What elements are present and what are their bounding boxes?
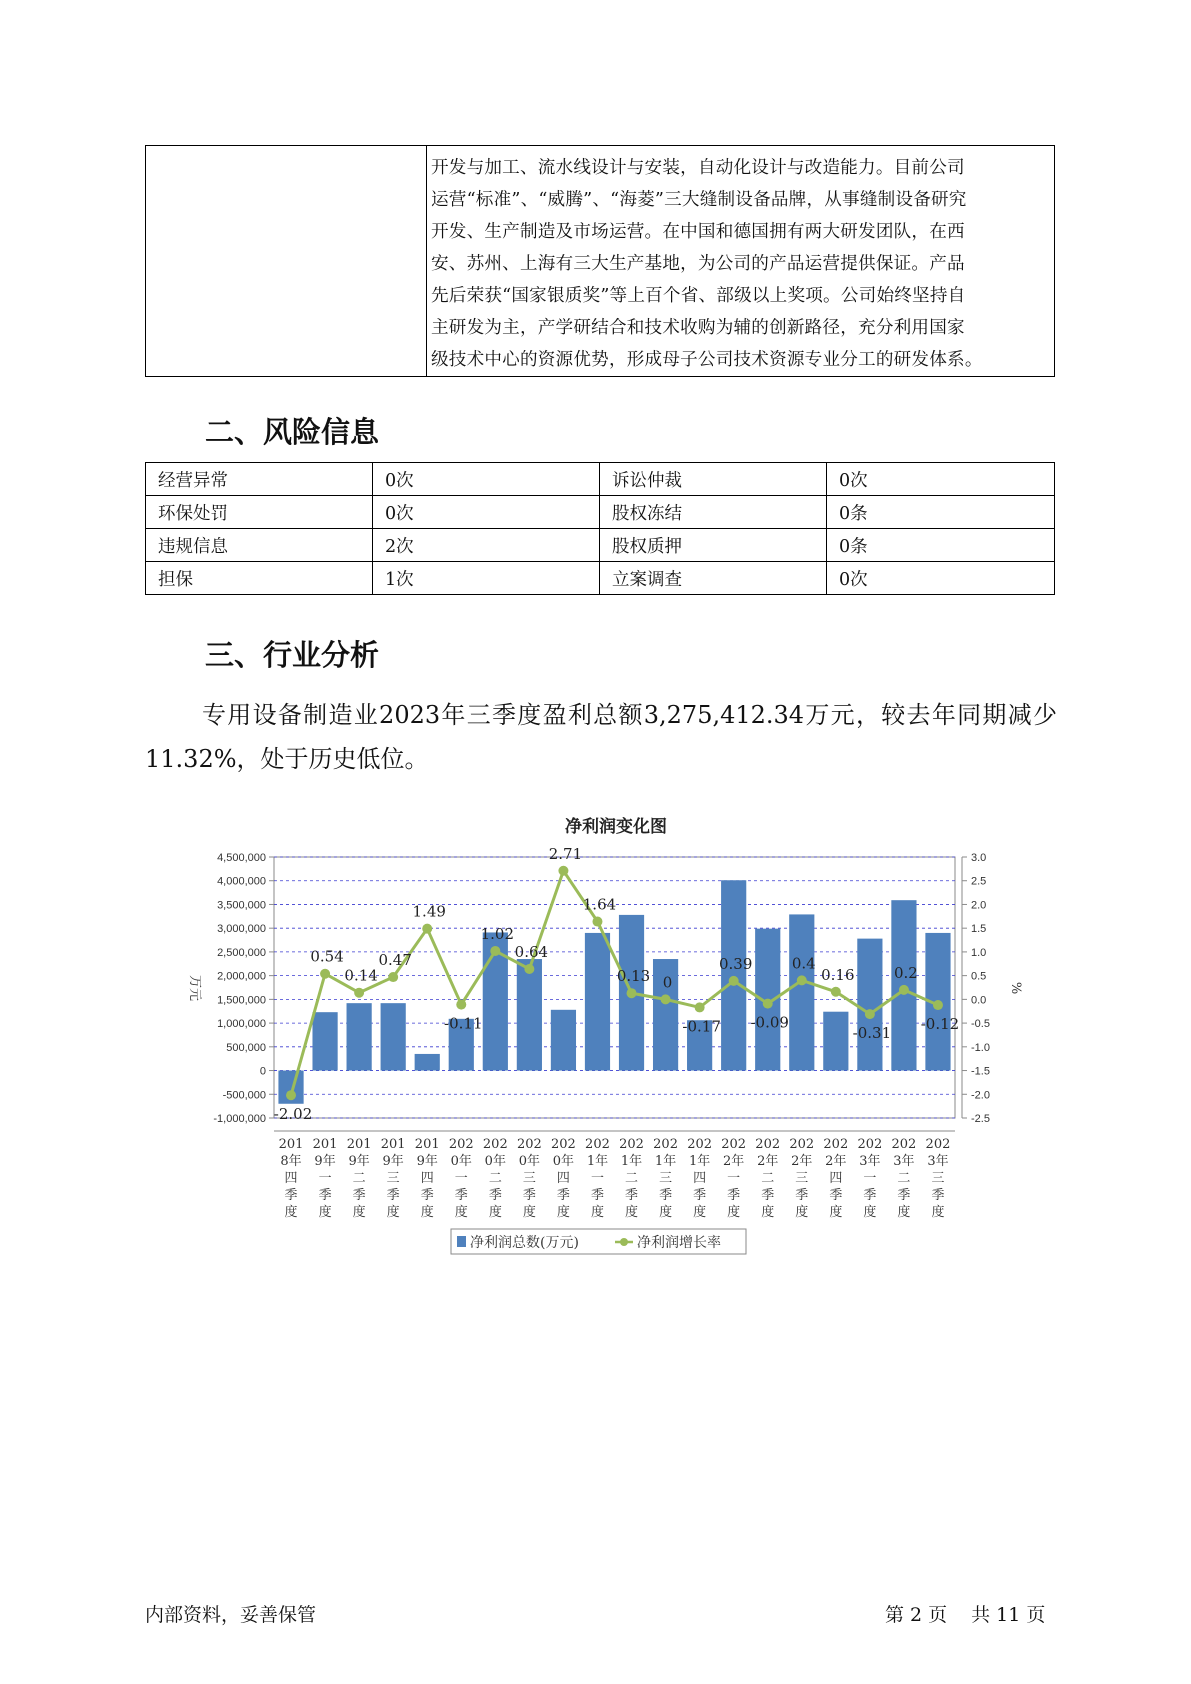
y2-axis-label: %	[1008, 981, 1023, 995]
risk-label: 股权质押	[600, 529, 827, 562]
bar	[312, 1012, 337, 1070]
legend-swatch-point	[620, 1238, 628, 1246]
x-tick-label: 度	[488, 1205, 502, 1220]
x-tick-label: 季	[693, 1188, 707, 1203]
bar	[789, 914, 814, 1070]
data-label: -0.17	[682, 1017, 721, 1036]
total-pages: 11	[996, 1604, 1021, 1626]
risk-label: 经营异常	[146, 463, 373, 496]
x-tick-label: 202	[687, 1137, 713, 1152]
page-prefix: 第	[885, 1604, 905, 1626]
x-tick-label: 3年	[859, 1154, 881, 1169]
data-label: 1.49	[412, 902, 446, 921]
x-tick-label: 202	[448, 1137, 474, 1152]
growth-rate-point	[899, 985, 909, 995]
x-tick-label: 度	[795, 1205, 809, 1220]
risk-value: 0次	[827, 463, 1055, 496]
y-tick-label: 1,500,000	[217, 994, 266, 1007]
growth-rate-point	[524, 964, 534, 974]
x-tick-label: 201	[278, 1137, 304, 1152]
intro-line: 开发、生产制造及市场运营。在中国和德国拥有两大研发团队，在西	[431, 222, 965, 242]
x-tick-label: 度	[863, 1205, 877, 1220]
legend-label: 净利润总数(万元)	[470, 1235, 579, 1251]
x-tick-label: 季	[386, 1188, 400, 1203]
x-tick-label: 度	[454, 1205, 468, 1220]
x-tick-label: 一	[863, 1171, 877, 1186]
growth-rate-point	[865, 1009, 875, 1019]
risk-value: 0次	[827, 562, 1055, 595]
growth-rate-point	[490, 946, 500, 956]
risk-value: 0条	[827, 529, 1055, 562]
y-tick-label: 4,000,000	[217, 875, 266, 888]
intro-line: 开发与加工、流水线设计与安装，自动化设计与改造能力。目前公司	[431, 158, 965, 178]
footer-page-info	[885, 1600, 1051, 1627]
risk-value: 0次	[373, 463, 600, 496]
x-tick-label: 二	[352, 1171, 366, 1186]
bar	[823, 1012, 848, 1071]
risk-label: 立案调查	[600, 562, 827, 595]
growth-rate-point	[422, 924, 432, 934]
x-tick-label: 一	[318, 1171, 332, 1186]
growth-rate-point	[729, 976, 739, 986]
x-tick-label: 度	[897, 1205, 911, 1220]
data-label: -2.02	[273, 1105, 313, 1124]
page-unit: 页	[928, 1604, 948, 1626]
x-tick-label: 季	[590, 1188, 604, 1203]
growth-rate-point	[695, 1002, 705, 1012]
y2-tick-label: 0.0	[971, 994, 987, 1007]
x-tick-label: 度	[625, 1205, 639, 1220]
x-tick-label: 2年	[825, 1154, 847, 1169]
y-tick-label: 1,000,000	[217, 1018, 266, 1031]
y2-tick-label: 2.5	[971, 875, 987, 888]
x-tick-label: 度	[590, 1205, 604, 1220]
x-tick-label: 202	[789, 1137, 815, 1152]
data-label: 1.02	[480, 924, 515, 943]
y2-tick-label: 3.0	[971, 852, 987, 864]
intro-line: 主研发为主，产学研结合和技术收购为辅的创新路径，充分利用国家	[431, 318, 965, 338]
risk-section-title: 二、风险信息	[205, 415, 380, 449]
y-tick-label: 0	[259, 1065, 266, 1078]
x-tick-label: 季	[352, 1188, 366, 1203]
x-tick-label: 季	[488, 1188, 502, 1203]
x-tick-label: 3年	[893, 1154, 915, 1169]
x-tick-label: 三	[931, 1171, 945, 1186]
x-tick-label: 季	[829, 1188, 843, 1203]
risk-label: 股权冻结	[600, 496, 827, 529]
x-tick-label: 202	[823, 1137, 849, 1152]
growth-rate-point	[320, 969, 330, 979]
x-tick-label: 一	[590, 1171, 604, 1186]
x-tick-label: 三	[795, 1171, 809, 1186]
x-tick-label: 季	[659, 1188, 673, 1203]
x-tick-label: 202	[516, 1137, 542, 1152]
y-tick-label: 3,500,000	[217, 899, 266, 912]
data-label: 0	[662, 973, 673, 992]
x-tick-label: 9年	[382, 1154, 404, 1169]
intro-line: 运营“标准”、“威腾”、“海菱”三大缝制设备品牌，从事缝制设备研究	[431, 190, 967, 210]
growth-rate-point	[627, 988, 637, 998]
y-tick-label: 3,000,000	[217, 923, 266, 936]
x-tick-label: 0年	[552, 1154, 575, 1169]
data-label: 0.2	[893, 963, 918, 982]
data-label: -0.12	[920, 1015, 960, 1034]
data-label: 0.16	[821, 965, 855, 984]
x-tick-label: 季	[931, 1188, 945, 1203]
legend-swatch-bar	[457, 1236, 466, 1247]
x-tick-label: 季	[556, 1188, 570, 1203]
x-tick-label: 季	[284, 1188, 298, 1203]
x-tick-label: 202	[857, 1137, 883, 1152]
risk-value: 0次	[373, 496, 600, 529]
x-tick-label: 2年	[757, 1154, 779, 1169]
x-tick-label: 9年	[416, 1154, 438, 1169]
x-tick-label: 度	[659, 1205, 673, 1220]
growth-rate-point	[661, 994, 671, 1004]
bar	[517, 959, 542, 1071]
x-tick-label: 202	[755, 1137, 781, 1152]
risk-label: 违规信息	[146, 529, 373, 562]
bar	[381, 1003, 406, 1070]
total-prefix: 共	[971, 1604, 991, 1626]
y2-tick-label: 1.0	[971, 946, 987, 959]
x-tick-label: 9年	[314, 1154, 336, 1169]
data-label: 0.54	[310, 947, 344, 966]
y-tick-label: 2,000,000	[217, 970, 266, 983]
x-tick-label: 三	[386, 1171, 400, 1186]
y-tick-label: -1,000,000	[213, 1113, 266, 1125]
data-label: 0.64	[514, 942, 549, 961]
growth-rate-point	[763, 999, 773, 1009]
y2-tick-label: 2.0	[971, 899, 987, 912]
x-tick-label: 季	[795, 1188, 809, 1203]
x-tick-label: 二	[761, 1171, 775, 1186]
x-tick-label: 季	[863, 1188, 877, 1203]
industry-paragraph: 专用设备制造业2023年三季度盈利总额3,275,412.34万元，较去年同期减少11.32%，处于历史低位。	[145, 701, 1057, 773]
risk-label: 担保	[146, 562, 373, 595]
x-tick-label: 201	[312, 1137, 338, 1152]
x-tick-label: 202	[551, 1137, 576, 1152]
y2-tick-label: -2.0	[971, 1089, 990, 1102]
y2-tick-label: -2.5	[971, 1113, 990, 1125]
data-label: -0.31	[852, 1024, 892, 1043]
risk-label: 诉讼仲裁	[600, 463, 827, 496]
y-tick-label: -500,000	[222, 1089, 266, 1102]
bar	[585, 933, 610, 1071]
y-tick-label: 500,000	[226, 1041, 266, 1054]
bar	[551, 1010, 576, 1071]
x-tick-label: 度	[761, 1205, 775, 1220]
x-tick-label: 202	[619, 1137, 644, 1152]
x-tick-label: 202	[721, 1137, 747, 1152]
x-tick-label: 度	[556, 1205, 570, 1220]
x-tick-label: 201	[346, 1137, 372, 1152]
x-tick-label: 1年	[654, 1154, 677, 1169]
industry-section-title: 三、行业分析	[205, 638, 380, 672]
x-tick-label: 二	[625, 1171, 639, 1186]
x-tick-label: 四	[829, 1171, 843, 1186]
risk-value: 1次	[373, 562, 600, 595]
y2-tick-label: -1.0	[971, 1041, 990, 1054]
growth-rate-point	[933, 1000, 943, 1010]
risk-label: 环保处罚	[146, 496, 373, 529]
x-tick-label: 四	[420, 1171, 434, 1186]
x-tick-label: 202	[482, 1137, 508, 1152]
x-tick-label: 1年	[586, 1154, 609, 1169]
x-tick-label: 季	[625, 1188, 639, 1203]
x-tick-label: 8年	[280, 1154, 302, 1169]
x-tick-label: 度	[420, 1205, 434, 1220]
x-tick-label: 度	[386, 1205, 400, 1220]
growth-rate-point	[797, 975, 807, 985]
x-tick-label: 度	[727, 1205, 741, 1220]
growth-rate-point	[456, 1000, 466, 1010]
data-label: 0.13	[616, 967, 651, 986]
x-tick-label: 季	[420, 1188, 434, 1203]
x-tick-label: 202	[585, 1137, 610, 1152]
x-tick-label: 0年	[484, 1154, 506, 1169]
intro-line: 先后荣获“国家银质奖”等上百个省、部级以上奖项。公司始终坚持自	[431, 286, 966, 306]
growth-rate-point	[831, 987, 841, 997]
x-tick-label: 一	[454, 1171, 468, 1186]
legend-label: 净利润增长率	[637, 1235, 721, 1251]
chart-title: 净利润变化图	[565, 817, 667, 837]
y2-tick-label: 1.5	[971, 923, 987, 936]
x-tick-label: 季	[454, 1188, 468, 1203]
bar	[857, 939, 882, 1071]
x-tick-label: 度	[284, 1205, 298, 1220]
data-label: 0.47	[378, 951, 412, 970]
y-axis-label: 万元	[187, 974, 202, 1002]
x-tick-label: 度	[693, 1205, 707, 1220]
growth-rate-point	[286, 1090, 296, 1100]
x-tick-label: 四	[556, 1171, 570, 1186]
x-tick-label: 202	[925, 1137, 951, 1152]
total-unit: 页	[1026, 1604, 1046, 1626]
x-tick-label: 四	[284, 1171, 298, 1186]
x-tick-label: 三	[522, 1171, 536, 1186]
x-tick-label: 9年	[348, 1154, 370, 1169]
data-label: 0.4	[791, 954, 816, 973]
x-tick-label: 季	[522, 1188, 536, 1203]
x-tick-label: 度	[522, 1205, 536, 1220]
footer-confidential-note: 内部资料，妥善保管	[145, 1604, 317, 1626]
x-tick-label: 度	[352, 1205, 366, 1220]
x-tick-label: 三	[659, 1171, 673, 1186]
x-tick-label: 二	[488, 1171, 502, 1186]
risk-value: 2次	[373, 529, 600, 562]
x-tick-label: 202	[891, 1137, 917, 1152]
x-tick-label: 0年	[450, 1154, 472, 1169]
intro-line: 安、苏州、上海有三大生产基地，为公司的产品运营提供保证。产品	[431, 254, 965, 274]
x-tick-label: 度	[318, 1205, 332, 1220]
data-label: 0.39	[718, 954, 753, 973]
x-tick-label: 202	[653, 1137, 678, 1152]
growth-rate-point	[388, 972, 398, 982]
bar	[415, 1054, 440, 1071]
page-number: 2	[910, 1604, 923, 1626]
x-tick-label: 201	[414, 1137, 440, 1152]
x-tick-label: 1年	[620, 1154, 643, 1169]
bar	[721, 880, 746, 1070]
x-tick-label: 2年	[791, 1154, 813, 1169]
y-tick-label: 4,500,000	[217, 852, 266, 864]
data-label: -0.09	[750, 1013, 789, 1032]
x-tick-label: 一	[727, 1171, 741, 1186]
x-tick-label: 3年	[927, 1154, 949, 1169]
x-tick-label: 0年	[518, 1154, 541, 1169]
x-tick-label: 二	[897, 1171, 911, 1186]
bar	[347, 1003, 372, 1070]
x-tick-label: 四	[693, 1171, 707, 1186]
data-label: 2.71	[548, 844, 583, 863]
x-tick-label: 度	[829, 1205, 843, 1220]
growth-rate-point	[592, 917, 602, 927]
risk-value: 0条	[827, 496, 1055, 529]
x-tick-label: 季	[727, 1188, 741, 1203]
data-label: 0.14	[344, 966, 378, 985]
y2-tick-label: 0.5	[971, 970, 987, 983]
growth-rate-point	[354, 988, 364, 998]
x-tick-label: 2年	[723, 1154, 745, 1169]
growth-rate-point	[558, 866, 568, 876]
x-tick-label: 度	[931, 1205, 945, 1220]
y2-tick-label: -0.5	[971, 1018, 990, 1031]
data-label: 1.64	[582, 895, 617, 914]
intro-line: 级技术中心的资源优势，形成母子公司技术资源专业分工的研发体系。	[431, 350, 983, 370]
x-tick-label: 季	[761, 1188, 775, 1203]
y-tick-label: 2,500,000	[217, 946, 266, 959]
x-tick-label: 201	[380, 1137, 406, 1152]
x-tick-label: 1年	[688, 1154, 711, 1169]
y2-tick-label: -1.5	[971, 1065, 990, 1078]
data-label: -0.11	[444, 1014, 483, 1033]
x-tick-label: 季	[897, 1188, 911, 1203]
x-tick-label: 季	[318, 1188, 332, 1203]
